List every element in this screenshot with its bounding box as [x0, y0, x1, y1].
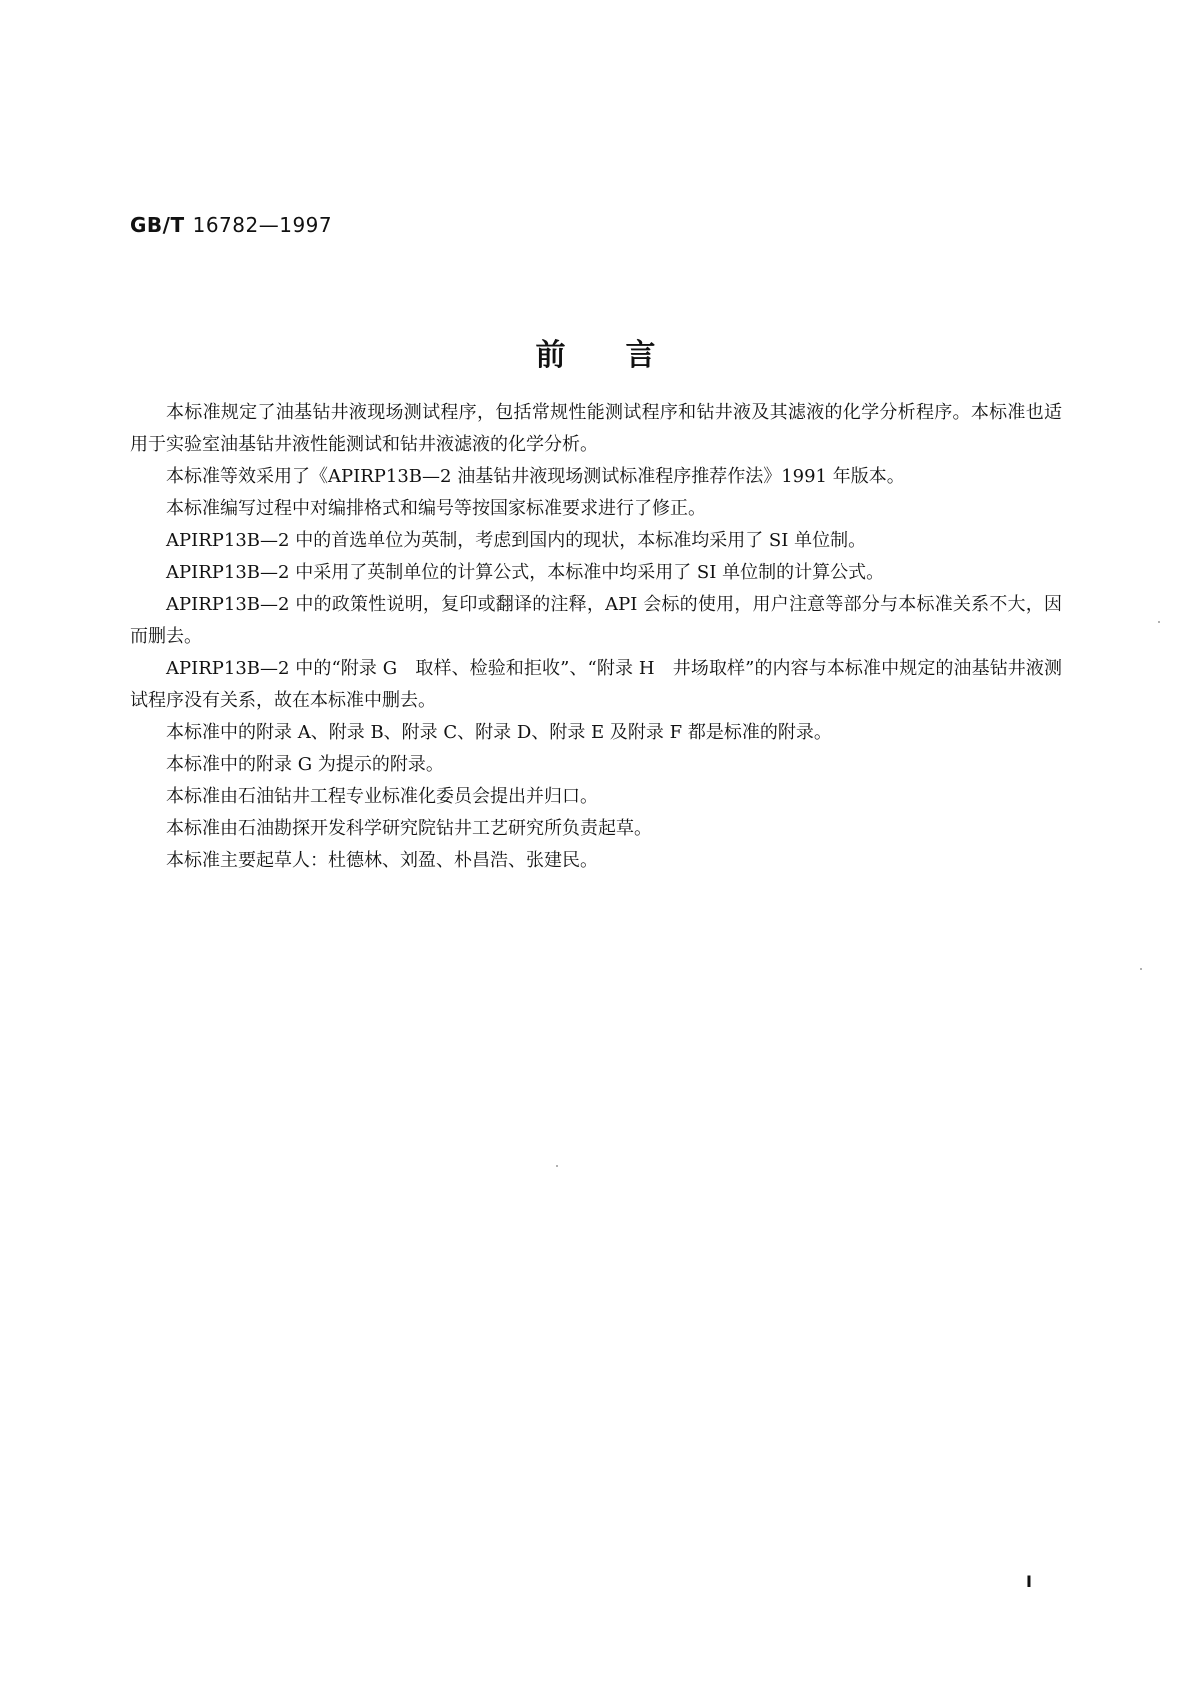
- standard-code-number: 16782—1997: [192, 213, 333, 237]
- standard-code-prefix: GB/T: [130, 213, 185, 237]
- paragraph: 本标准规定了油基钻井液现场测试程序，包括常规性能测试程序和钻井液及其滤液的化学分析程序。本标准也适用于实验室油基钻井液性能测试和钻井液滤液的化学分析。: [130, 402, 1062, 455]
- scan-speck: [556, 1165, 558, 1167]
- paragraph: APIRP13B—2 中采用了英制单位的计算公式，本标准中均采用了 SI 单位制的计算公式。: [166, 562, 885, 583]
- standard-code: [130, 213, 332, 237]
- paragraph: APIRP13B—2 中的首选单位为英制，考虑到国内的现状，本标准均采用了 SI 单位制。: [166, 530, 867, 551]
- page-number: I: [1026, 1572, 1032, 1591]
- paragraph: 本标准中的附录 A、附录 B、附录 C、附录 D、附录 E 及附录 F 都是标准的附录。: [166, 722, 832, 743]
- paragraph: 本标准主要起草人：杜德林、刘盈、朴昌浩、张建民。: [166, 850, 598, 871]
- page-title: 前言: [535, 338, 716, 373]
- paragraph: 本标准中的附录 G 为提示的附录。: [166, 754, 444, 775]
- foreword-body: [130, 397, 1062, 877]
- scan-speck: [1140, 968, 1142, 970]
- paragraph: 本标准编写过程中对编排格式和编号等按国家标准要求进行了修正。: [166, 498, 706, 519]
- paragraph: APIRP13B—2 中的政策性说明，复印或翻译的注释，API 会标的使用，用户注意等部分与本标准关系不大，因而删去。: [130, 594, 1062, 647]
- scan-speck: [1158, 621, 1160, 623]
- paragraph: 本标准由石油勘探开发科学研究院钻井工艺研究所负责起草。: [166, 818, 652, 839]
- paragraph: APIRP13B—2 中的“附录 G 取样、检验和拒收”、“附录 H 井场取样”的内容与本标准中规定的油基钻井液测试程序没有关系，故在本标准中删去。: [130, 658, 1062, 711]
- paragraph: 本标准等效采用了《APIRP13B—2 油基钻井液现场测试标准程序推荐作法》1991 年版本。: [166, 466, 905, 487]
- paragraph: 本标准由石油钻井工程专业标准化委员会提出并归口。: [166, 786, 598, 807]
